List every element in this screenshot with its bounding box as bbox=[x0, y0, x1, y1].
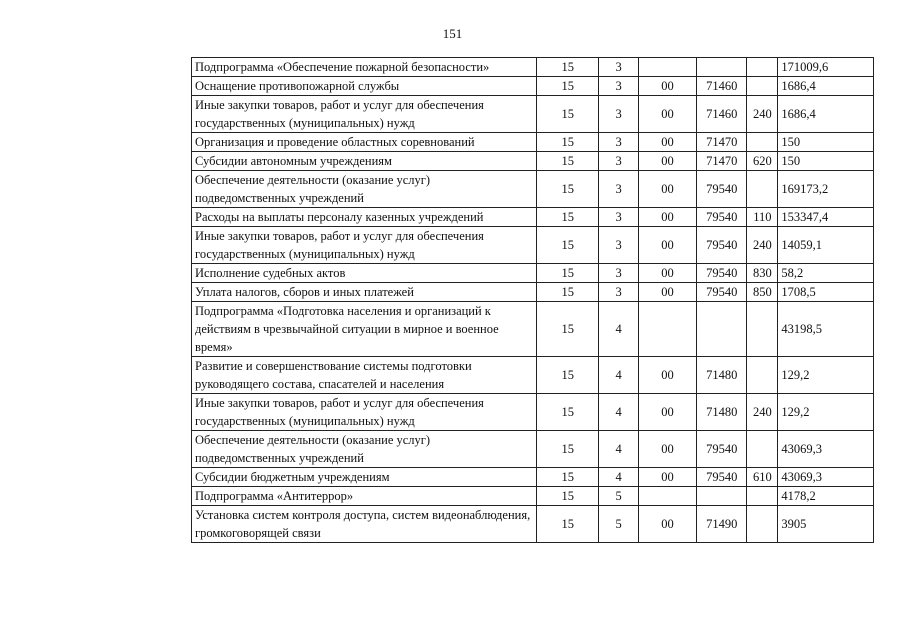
table-row bbox=[192, 208, 874, 227]
program-code-cell: 00 bbox=[639, 77, 697, 96]
subsection-cell: 3 bbox=[599, 96, 639, 133]
amount-cell: 1686,4 bbox=[778, 96, 874, 133]
amount-cell: 43198,5 bbox=[778, 302, 874, 357]
table-row bbox=[192, 283, 874, 302]
subsection-cell: 5 bbox=[599, 487, 639, 506]
subsection-cell: 3 bbox=[599, 283, 639, 302]
row-name-cell: Обеспечение деятельности (оказание услуг) подведомственных учреждений bbox=[192, 431, 537, 468]
row-name-cell: Подпрограмма «Антитеррор» bbox=[192, 487, 537, 506]
expense-type-cell: 110 bbox=[747, 208, 778, 227]
expense-type-cell bbox=[747, 431, 778, 468]
row-name-cell: Субсидии автономным учреждениям bbox=[192, 152, 537, 171]
section-cell: 15 bbox=[537, 208, 599, 227]
subsection-cell: 3 bbox=[599, 152, 639, 171]
program-code-cell: 00 bbox=[639, 264, 697, 283]
expense-type-cell: 830 bbox=[747, 264, 778, 283]
table-row bbox=[192, 264, 874, 283]
program-code-cell bbox=[639, 58, 697, 77]
table-row bbox=[192, 487, 874, 506]
section-cell: 15 bbox=[537, 357, 599, 394]
direction-code-cell bbox=[696, 487, 747, 506]
expense-type-cell: 620 bbox=[747, 152, 778, 171]
row-name-cell: Субсидии бюджетным учреждениям bbox=[192, 468, 537, 487]
direction-code-cell: 79540 bbox=[696, 227, 747, 264]
section-cell: 15 bbox=[537, 394, 599, 431]
amount-cell: 43069,3 bbox=[778, 468, 874, 487]
table-row bbox=[192, 171, 874, 208]
expense-type-cell bbox=[747, 133, 778, 152]
table-row bbox=[192, 152, 874, 171]
amount-cell: 171009,6 bbox=[778, 58, 874, 77]
section-cell: 15 bbox=[537, 152, 599, 171]
section-cell: 15 bbox=[537, 96, 599, 133]
direction-code-cell: 79540 bbox=[696, 264, 747, 283]
direction-code-cell bbox=[696, 302, 747, 357]
program-code-cell: 00 bbox=[639, 227, 697, 264]
expense-type-cell: 850 bbox=[747, 283, 778, 302]
amount-cell: 1708,5 bbox=[778, 283, 874, 302]
expense-type-cell: 240 bbox=[747, 394, 778, 431]
direction-code-cell: 71490 bbox=[696, 506, 747, 543]
row-name-cell: Иные закупки товаров, работ и услуг для обеспечения государственных (муниципальных) нужд bbox=[192, 227, 537, 264]
section-cell: 15 bbox=[537, 283, 599, 302]
expense-type-cell bbox=[747, 487, 778, 506]
row-name-cell: Установка систем контроля доступа, систем видеонаблюдения, громкоговорящей связи bbox=[192, 506, 537, 543]
expense-type-cell bbox=[747, 506, 778, 543]
subsection-cell: 3 bbox=[599, 58, 639, 77]
amount-cell: 129,2 bbox=[778, 394, 874, 431]
direction-code-cell: 79540 bbox=[696, 208, 747, 227]
table-row bbox=[192, 133, 874, 152]
section-cell: 15 bbox=[537, 468, 599, 487]
subsection-cell: 4 bbox=[599, 302, 639, 357]
amount-cell: 14059,1 bbox=[778, 227, 874, 264]
amount-cell: 43069,3 bbox=[778, 431, 874, 468]
table-row bbox=[192, 506, 874, 543]
amount-cell: 150 bbox=[778, 133, 874, 152]
direction-code-cell: 79540 bbox=[696, 431, 747, 468]
subsection-cell: 4 bbox=[599, 357, 639, 394]
section-cell: 15 bbox=[537, 171, 599, 208]
direction-code-cell: 79540 bbox=[696, 283, 747, 302]
row-name-cell: Подпрограмма «Подготовка населения и организаций к действиям в чрезвычайной ситуации в мирное и военное время» bbox=[192, 302, 537, 357]
subsection-cell: 4 bbox=[599, 468, 639, 487]
program-code-cell bbox=[639, 487, 697, 506]
section-cell: 15 bbox=[537, 77, 599, 96]
subsection-cell: 3 bbox=[599, 264, 639, 283]
subsection-cell: 3 bbox=[599, 133, 639, 152]
section-cell: 15 bbox=[537, 302, 599, 357]
direction-code-cell: 71480 bbox=[696, 357, 747, 394]
table-row bbox=[192, 77, 874, 96]
row-name-cell: Исполнение судебных актов bbox=[192, 264, 537, 283]
direction-code-cell: 71460 bbox=[696, 96, 747, 133]
subsection-cell: 5 bbox=[599, 506, 639, 543]
program-code-cell: 00 bbox=[639, 96, 697, 133]
section-cell: 15 bbox=[537, 264, 599, 283]
program-code-cell: 00 bbox=[639, 468, 697, 487]
section-cell: 15 bbox=[537, 227, 599, 264]
section-cell: 15 bbox=[537, 431, 599, 468]
direction-code-cell: 71470 bbox=[696, 133, 747, 152]
amount-cell: 3905 bbox=[778, 506, 874, 543]
expense-type-cell bbox=[747, 77, 778, 96]
amount-cell: 58,2 bbox=[778, 264, 874, 283]
program-code-cell: 00 bbox=[639, 357, 697, 394]
section-cell: 15 bbox=[537, 506, 599, 543]
direction-code-cell: 79540 bbox=[696, 171, 747, 208]
table-row bbox=[192, 302, 874, 357]
direction-code-cell: 71480 bbox=[696, 394, 747, 431]
subsection-cell: 4 bbox=[599, 394, 639, 431]
table-row bbox=[192, 394, 874, 431]
row-name-cell: Расходы на выплаты персоналу казенных учреждений bbox=[192, 208, 537, 227]
table-row bbox=[192, 357, 874, 394]
program-code-cell: 00 bbox=[639, 133, 697, 152]
amount-cell: 169173,2 bbox=[778, 171, 874, 208]
direction-code-cell: 79540 bbox=[696, 468, 747, 487]
row-name-cell: Уплата налогов, сборов и иных платежей bbox=[192, 283, 537, 302]
row-name-cell: Обеспечение деятельности (оказание услуг) подведомственных учреждений bbox=[192, 171, 537, 208]
program-code-cell: 00 bbox=[639, 171, 697, 208]
subsection-cell: 3 bbox=[599, 171, 639, 208]
subsection-cell: 3 bbox=[599, 227, 639, 264]
direction-code-cell: 71460 bbox=[696, 77, 747, 96]
expense-type-cell: 240 bbox=[747, 96, 778, 133]
section-cell: 15 bbox=[537, 133, 599, 152]
section-cell: 15 bbox=[537, 487, 599, 506]
budget-table bbox=[191, 57, 874, 543]
table-row bbox=[192, 96, 874, 133]
program-code-cell: 00 bbox=[639, 208, 697, 227]
subsection-cell: 4 bbox=[599, 431, 639, 468]
amount-cell: 153347,4 bbox=[778, 208, 874, 227]
direction-code-cell: 71470 bbox=[696, 152, 747, 171]
row-name-cell: Подпрограмма «Обеспечение пожарной безопасности» bbox=[192, 58, 537, 77]
row-name-cell: Организация и проведение областных соревнований bbox=[192, 133, 537, 152]
expense-type-cell: 240 bbox=[747, 227, 778, 264]
program-code-cell bbox=[639, 302, 697, 357]
expense-type-cell bbox=[747, 58, 778, 77]
program-code-cell: 00 bbox=[639, 394, 697, 431]
program-code-cell: 00 bbox=[639, 506, 697, 543]
expense-type-cell bbox=[747, 302, 778, 357]
row-name-cell: Иные закупки товаров, работ и услуг для обеспечения государственных (муниципальных) нужд bbox=[192, 394, 537, 431]
table-row bbox=[192, 468, 874, 487]
section-cell: 15 bbox=[537, 58, 599, 77]
expense-type-cell bbox=[747, 357, 778, 394]
row-name-cell: Иные закупки товаров, работ и услуг для обеспечения государственных (муниципальных) нужд bbox=[192, 96, 537, 133]
row-name-cell: Развитие и совершенствование системы подготовки руководящего состава, спасателей и населения bbox=[192, 357, 537, 394]
page-number: 151 bbox=[442, 26, 463, 41]
expense-type-cell bbox=[747, 171, 778, 208]
expense-type-cell: 610 bbox=[747, 468, 778, 487]
table-row bbox=[192, 58, 874, 77]
amount-cell: 129,2 bbox=[778, 357, 874, 394]
program-code-cell: 00 bbox=[639, 431, 697, 468]
direction-code-cell bbox=[696, 58, 747, 77]
amount-cell: 1686,4 bbox=[778, 77, 874, 96]
row-name-cell: Оснащение противопожарной службы bbox=[192, 77, 537, 96]
amount-cell: 4178,2 bbox=[778, 487, 874, 506]
budget-table-body bbox=[192, 58, 874, 543]
program-code-cell: 00 bbox=[639, 152, 697, 171]
table-row bbox=[192, 431, 874, 468]
program-code-cell: 00 bbox=[639, 283, 697, 302]
table-row bbox=[192, 227, 874, 264]
amount-cell: 150 bbox=[778, 152, 874, 171]
subsection-cell: 3 bbox=[599, 208, 639, 227]
subsection-cell: 3 bbox=[599, 77, 639, 96]
